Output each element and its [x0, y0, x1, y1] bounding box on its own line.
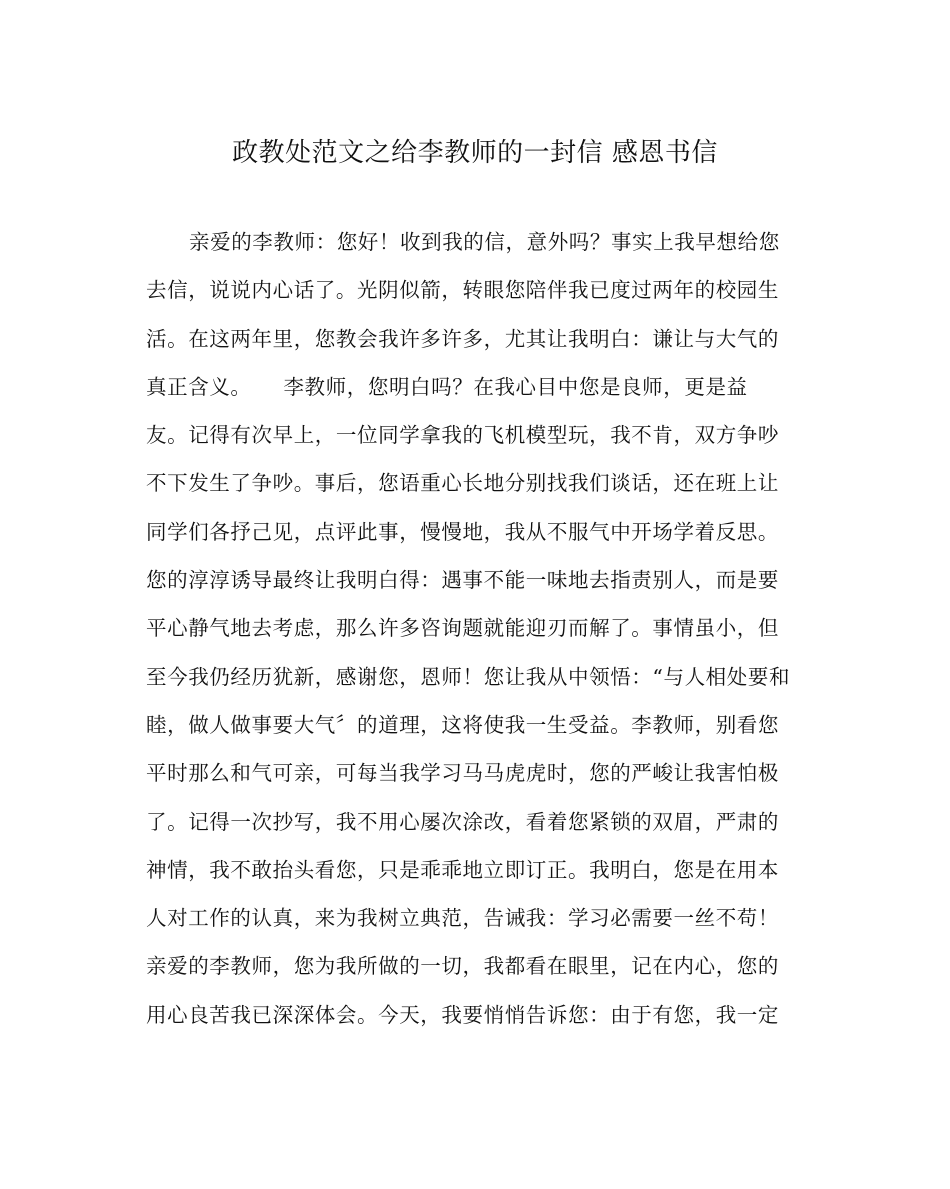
body-line: 真正含义。 李教师，您明白吗？在我心目中您是良师，更是益: [146, 374, 748, 399]
body-line: 平心静气地去考虑，那么许多咨询题就能迎刃而解了。事情虽小，但: [146, 616, 779, 641]
body-line: 睦，做人做事要大气〞的道理，这将使我一生受益。李教师，别看您: [146, 712, 779, 737]
body-line: 不下发生了争吵。事后，您语重心长地分别找我们谈话，还在班上让: [146, 471, 779, 496]
body-line: 亲爱的李教师：您好！收到我的信，意外吗？事实上我早想给您: [189, 230, 780, 254]
body-line: 活。在这两年里，您教会我许多许多，尤其让我明白：谦让与大气的: [146, 326, 779, 351]
body-line: 至今我仍经历犹新，感谢您，恩师！您让我从中领悟：“与人相处要和: [146, 664, 791, 689]
body-line: 神情，我不敢抬头看您，只是乖乖地立即订正。我明白，您是在用本: [146, 857, 779, 882]
body-line: 友。记得有次早上，一位同学拿我的飞机模型玩，我不肯，双方争吵: [146, 423, 779, 448]
body-line: 用心良苦我已深深体会。今天，我要悄悄告诉您：由于有您，我一定: [146, 1002, 779, 1027]
body-line: 去信，说说内心话了。光阴似箭，转眼您陪伴我已度过两年的校园生: [146, 278, 779, 303]
body-line: 人对工作的认真，来为我树立典范，告诫我：学习必需要一丝不苟！: [146, 906, 779, 931]
body-line: 亲爱的李教师，您为我所做的一切，我都看在眼里，记在内心，您的: [146, 954, 779, 979]
body-line: 平时那么和气可亲，可每当我学习马马虎虎时，您的严峻让我害怕极: [146, 761, 779, 786]
body-line: 了。记得一次抄写，我不用心屡次涂改，看着您紧锁的双眉，严肃的: [146, 809, 779, 834]
body-line: 同学们各抒己见，点评此事，慢慢地，我从不服气中开场学着反思。: [146, 519, 779, 544]
document-title: 政教处范文之给李教师的一封信 感恩书信: [232, 138, 718, 168]
body-line: 您的淳淳诱导最终让我明白得：遇事不能一味地去指责别人，而是要: [146, 568, 779, 593]
letter-body: [146, 218, 816, 1039]
